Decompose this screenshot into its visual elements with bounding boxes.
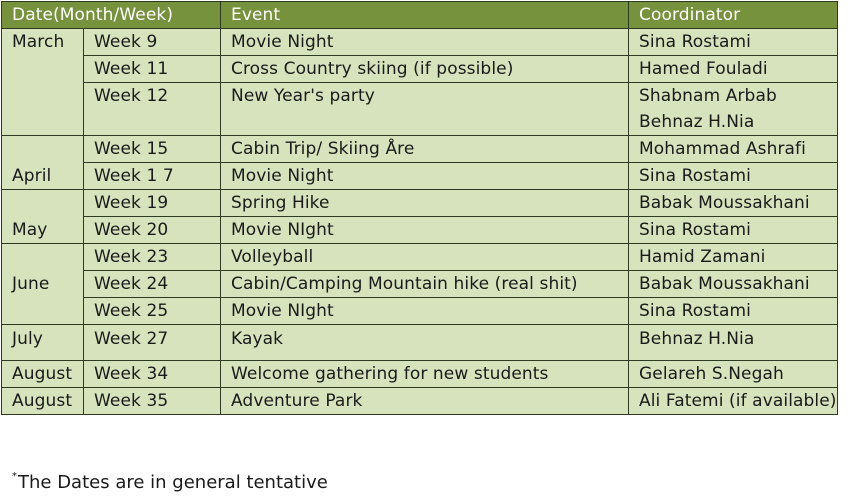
table-row [2, 190, 838, 217]
event-cell: Cabin Trip/ Skiing Åre [221, 136, 629, 163]
month-cell: August [2, 361, 84, 388]
event-cell: Cabin/Camping Mountain hike (real shit) [221, 271, 629, 298]
week-cell: Week 15 [84, 136, 221, 163]
footnote [12, 466, 328, 494]
table-row [2, 217, 838, 244]
events-table [1, 1, 838, 415]
coordinator-cell: Sina Rostami [629, 298, 838, 325]
event-cell: New Year's party [221, 83, 629, 136]
event-cell: Spring Hike [221, 190, 629, 217]
coordinator-cell: Mohammad Ashrafi [629, 136, 838, 163]
coordinator-cell: Behnaz H.Nia [629, 109, 838, 136]
coordinator-cell: Hamid Zamani [629, 244, 838, 271]
coordinator-cell: Behnaz H.Nia [629, 325, 838, 361]
coordinator-cell: Sina Rostami [629, 163, 838, 190]
week-cell: Week 24 [84, 271, 221, 298]
header-event: Event [221, 2, 629, 29]
week-cell: Week 12 [84, 83, 221, 136]
month-cell: May [2, 190, 84, 244]
header-date: Date(Month/Week) [2, 2, 221, 29]
coordinator-cell: Babak Moussakhani [629, 190, 838, 217]
week-cell: Week 1 7 [84, 163, 221, 190]
table-row [2, 388, 838, 415]
coordinator-cell: Gelareh S.Negah [629, 361, 838, 388]
header-coordinator: Coordinator [629, 2, 838, 29]
table-row [2, 271, 838, 298]
footnote-marker: * [12, 471, 17, 482]
table-row [2, 29, 838, 56]
week-cell: Week 20 [84, 217, 221, 244]
coordinator-cell: Hamed Fouladi [629, 56, 838, 83]
week-cell: Week 19 [84, 190, 221, 217]
event-cell: Movie Night [221, 163, 629, 190]
coordinator-cell: Babak Moussakhani [629, 271, 838, 298]
event-cell: Kayak [221, 325, 629, 361]
week-cell: Week 23 [84, 244, 221, 271]
table-row [2, 83, 838, 110]
coordinator-cell: Ali Fatemi (if available) [629, 388, 838, 415]
footnote-text: The Dates are in general tentative [18, 472, 328, 493]
week-cell: Week 25 [84, 298, 221, 325]
table-row [2, 56, 838, 83]
table-row [2, 244, 838, 271]
coordinator-cell: Shabnam Arbab [629, 83, 838, 110]
week-cell: Week 35 [84, 388, 221, 415]
event-cell: Movie NIght [221, 298, 629, 325]
month-cell: July [2, 325, 84, 361]
event-cell: Welcome gathering for new students [221, 361, 629, 388]
month-cell: April [2, 136, 84, 190]
event-cell: Movie Night [221, 29, 629, 56]
event-cell: Movie NIght [221, 217, 629, 244]
table-row [2, 136, 838, 163]
table-row [2, 361, 838, 388]
table-row [2, 325, 838, 361]
coordinator-cell: Sina Rostami [629, 217, 838, 244]
week-cell: Week 27 [84, 325, 221, 361]
month-cell: March [2, 29, 84, 136]
event-cell: Volleyball [221, 244, 629, 271]
event-cell: Adventure Park [221, 388, 629, 415]
week-cell: Week 9 [84, 29, 221, 56]
event-cell: Cross Country skiing (if possible) [221, 56, 629, 83]
week-cell: Week 34 [84, 361, 221, 388]
coordinator-cell: Sina Rostami [629, 29, 838, 56]
month-cell: August [2, 388, 84, 415]
month-cell: June [2, 244, 84, 325]
table-header-row [2, 2, 838, 29]
week-cell: Week 11 [84, 56, 221, 83]
table-row [2, 298, 838, 325]
table-row [2, 163, 838, 190]
